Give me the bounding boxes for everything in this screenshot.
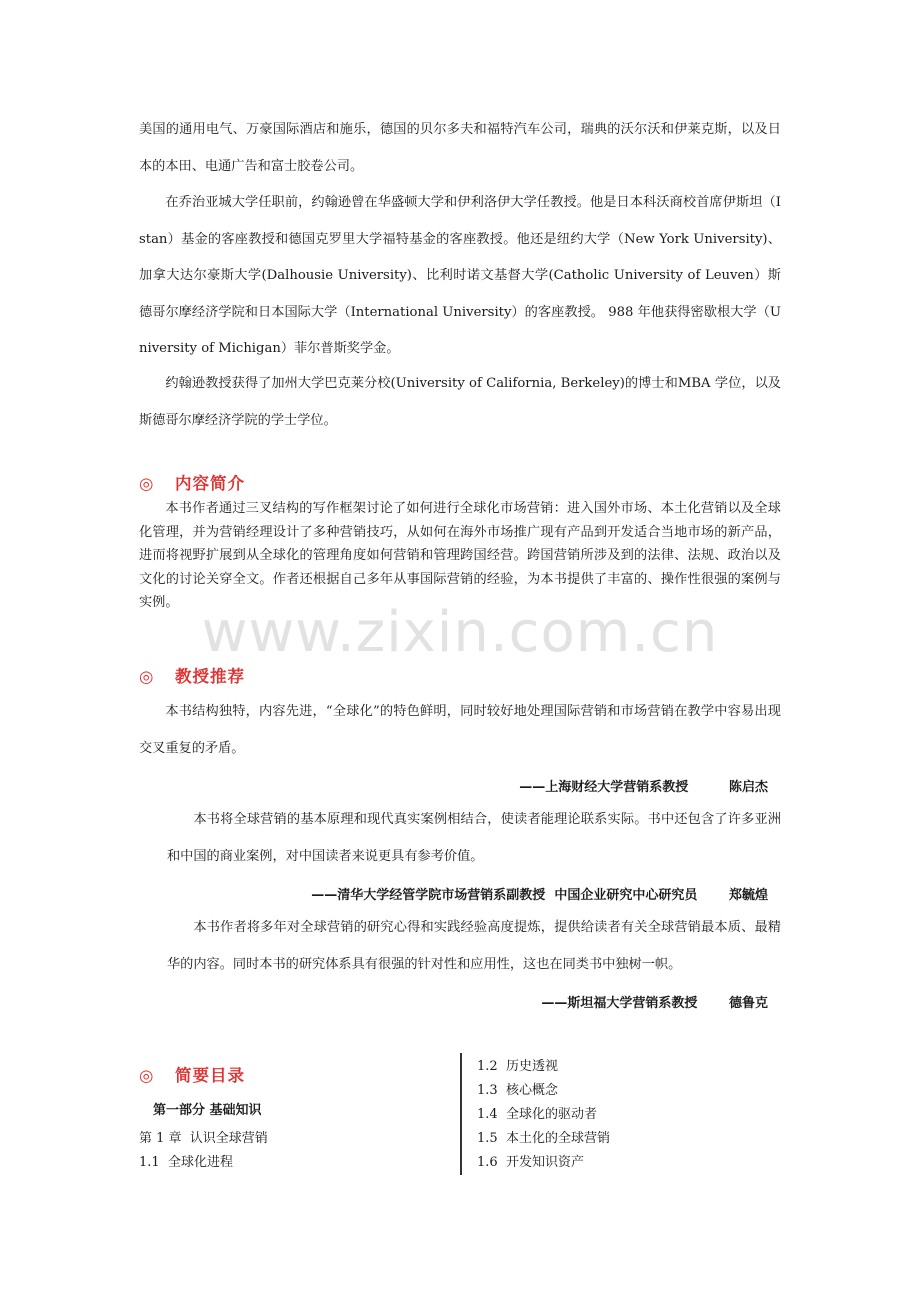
intro-section-title: 内容简介	[175, 474, 245, 493]
toc-section-title: 简要目录	[175, 1066, 245, 1085]
toc-entry: 1.3 核心概念	[477, 1083, 558, 1098]
review-text-1: 本书结构独特，内容先进，“全球化”的特色鲜明，同时较好地处理国际营销和市场营销在教学中容易出现交叉重复的矛盾。	[139, 704, 781, 756]
reviews-section-title: 教授推荐	[175, 667, 245, 686]
double-circle-icon: ◎	[139, 1066, 155, 1085]
toc-entry: 1.2 历史透视	[477, 1059, 558, 1074]
reviews-section-heading	[139, 663, 245, 687]
watermark: www.zixin.com.cn	[201, 600, 719, 665]
bio-paragraph-3: 约翰逊教授获得了加州大学巴克莱分校(University of California, Berkeley)的博士和MBA 学位，以及斯德哥尔摩经济学院的学士学位。	[139, 376, 781, 428]
toc-entry: 1.6 开发知识资产	[477, 1155, 584, 1170]
intro-paragraph: 本书作者通过三叉结构的写作框架讨论了如何进行全球化市场营销：进入国外市场、本土化营销以及全球化管理，并为营销经理设计了多种营销技巧，从如何在海外市场推广现有产品到开发适合当地市场的新产品，进而将视野扩展到从全球化的管理角度如何营销和管理跨国经营。跨国营销所涉及到的法律、法规、政治以及文化的讨论关穿全文。作者还根据自己多年从事国际营销的经验，为本书提供了丰富的、操作性很强的案例与实例。	[139, 501, 781, 610]
bio-paragraph-2: 在乔治亚城大学任职前，约翰逊曾在华盛顿大学和伊利洛伊大学任教授。他是日本科沃商校首席伊斯坦（Istan）基金的客座教授和德国克罗里大学福特基金的客座教授。他还是纽约大学（New York University)、加拿大达尔豪斯大学(Dalhousie University)、比利时诺文基督大学(Catholic University of Leuven）斯德哥尔摩经济学院和日本国际大学（International University）的客座教授。 988 年他获得密歇根大学（University of Michigan）菲尔普斯奖学金。	[139, 195, 781, 356]
toc-section-heading	[139, 1062, 245, 1086]
review-attribution-3: ——斯坦福大学营销系教授 德鲁克	[541, 996, 768, 1011]
toc-entry: 1.1 全球化进程	[139, 1155, 233, 1170]
toc-part-heading: 第一部分 基础知识	[153, 1103, 262, 1118]
column-divider	[460, 1053, 462, 1175]
toc-entry: 第 1 章 认识全球营销	[139, 1131, 268, 1146]
toc-entry: 1.4 全球化的驱动者	[477, 1107, 597, 1122]
review-text-2: 本书将全球营销的基本原理和现代真实案例相结合，使读者能理论联系实际。书中还包含了许多亚洲和中国的商业案例，对中国读者来说更具有参考价值。	[167, 812, 781, 864]
review-attribution-2: ——清华大学经管学院市场营销系副教授 中国企业研究中心研究员 郑毓煌	[311, 888, 768, 903]
review-text-3: 本书作者将多年对全球营销的研究心得和实践经验高度提炼，提供给读者有关全球营销最本质、最精华的内容。同时本书的研究体系具有很强的针对性和应用性，这也在同类书中独树一帜。	[167, 920, 781, 972]
double-circle-icon: ◎	[139, 667, 155, 686]
toc-entry: 1.5 本土化的全球营销	[477, 1131, 610, 1146]
double-circle-icon: ◎	[139, 474, 155, 493]
bio-paragraph-1: 美国的通用电气、万豪国际酒店和施乐，德国的贝尔多夫和福特汽车公司，瑞典的沃尔沃和伊莱克斯，以及日本的本田、电通广告和富士胶卷公司。	[139, 122, 781, 174]
intro-section-heading	[139, 470, 245, 494]
review-attribution-1: ——上海财经大学营销系教授 陈启杰	[519, 780, 768, 795]
